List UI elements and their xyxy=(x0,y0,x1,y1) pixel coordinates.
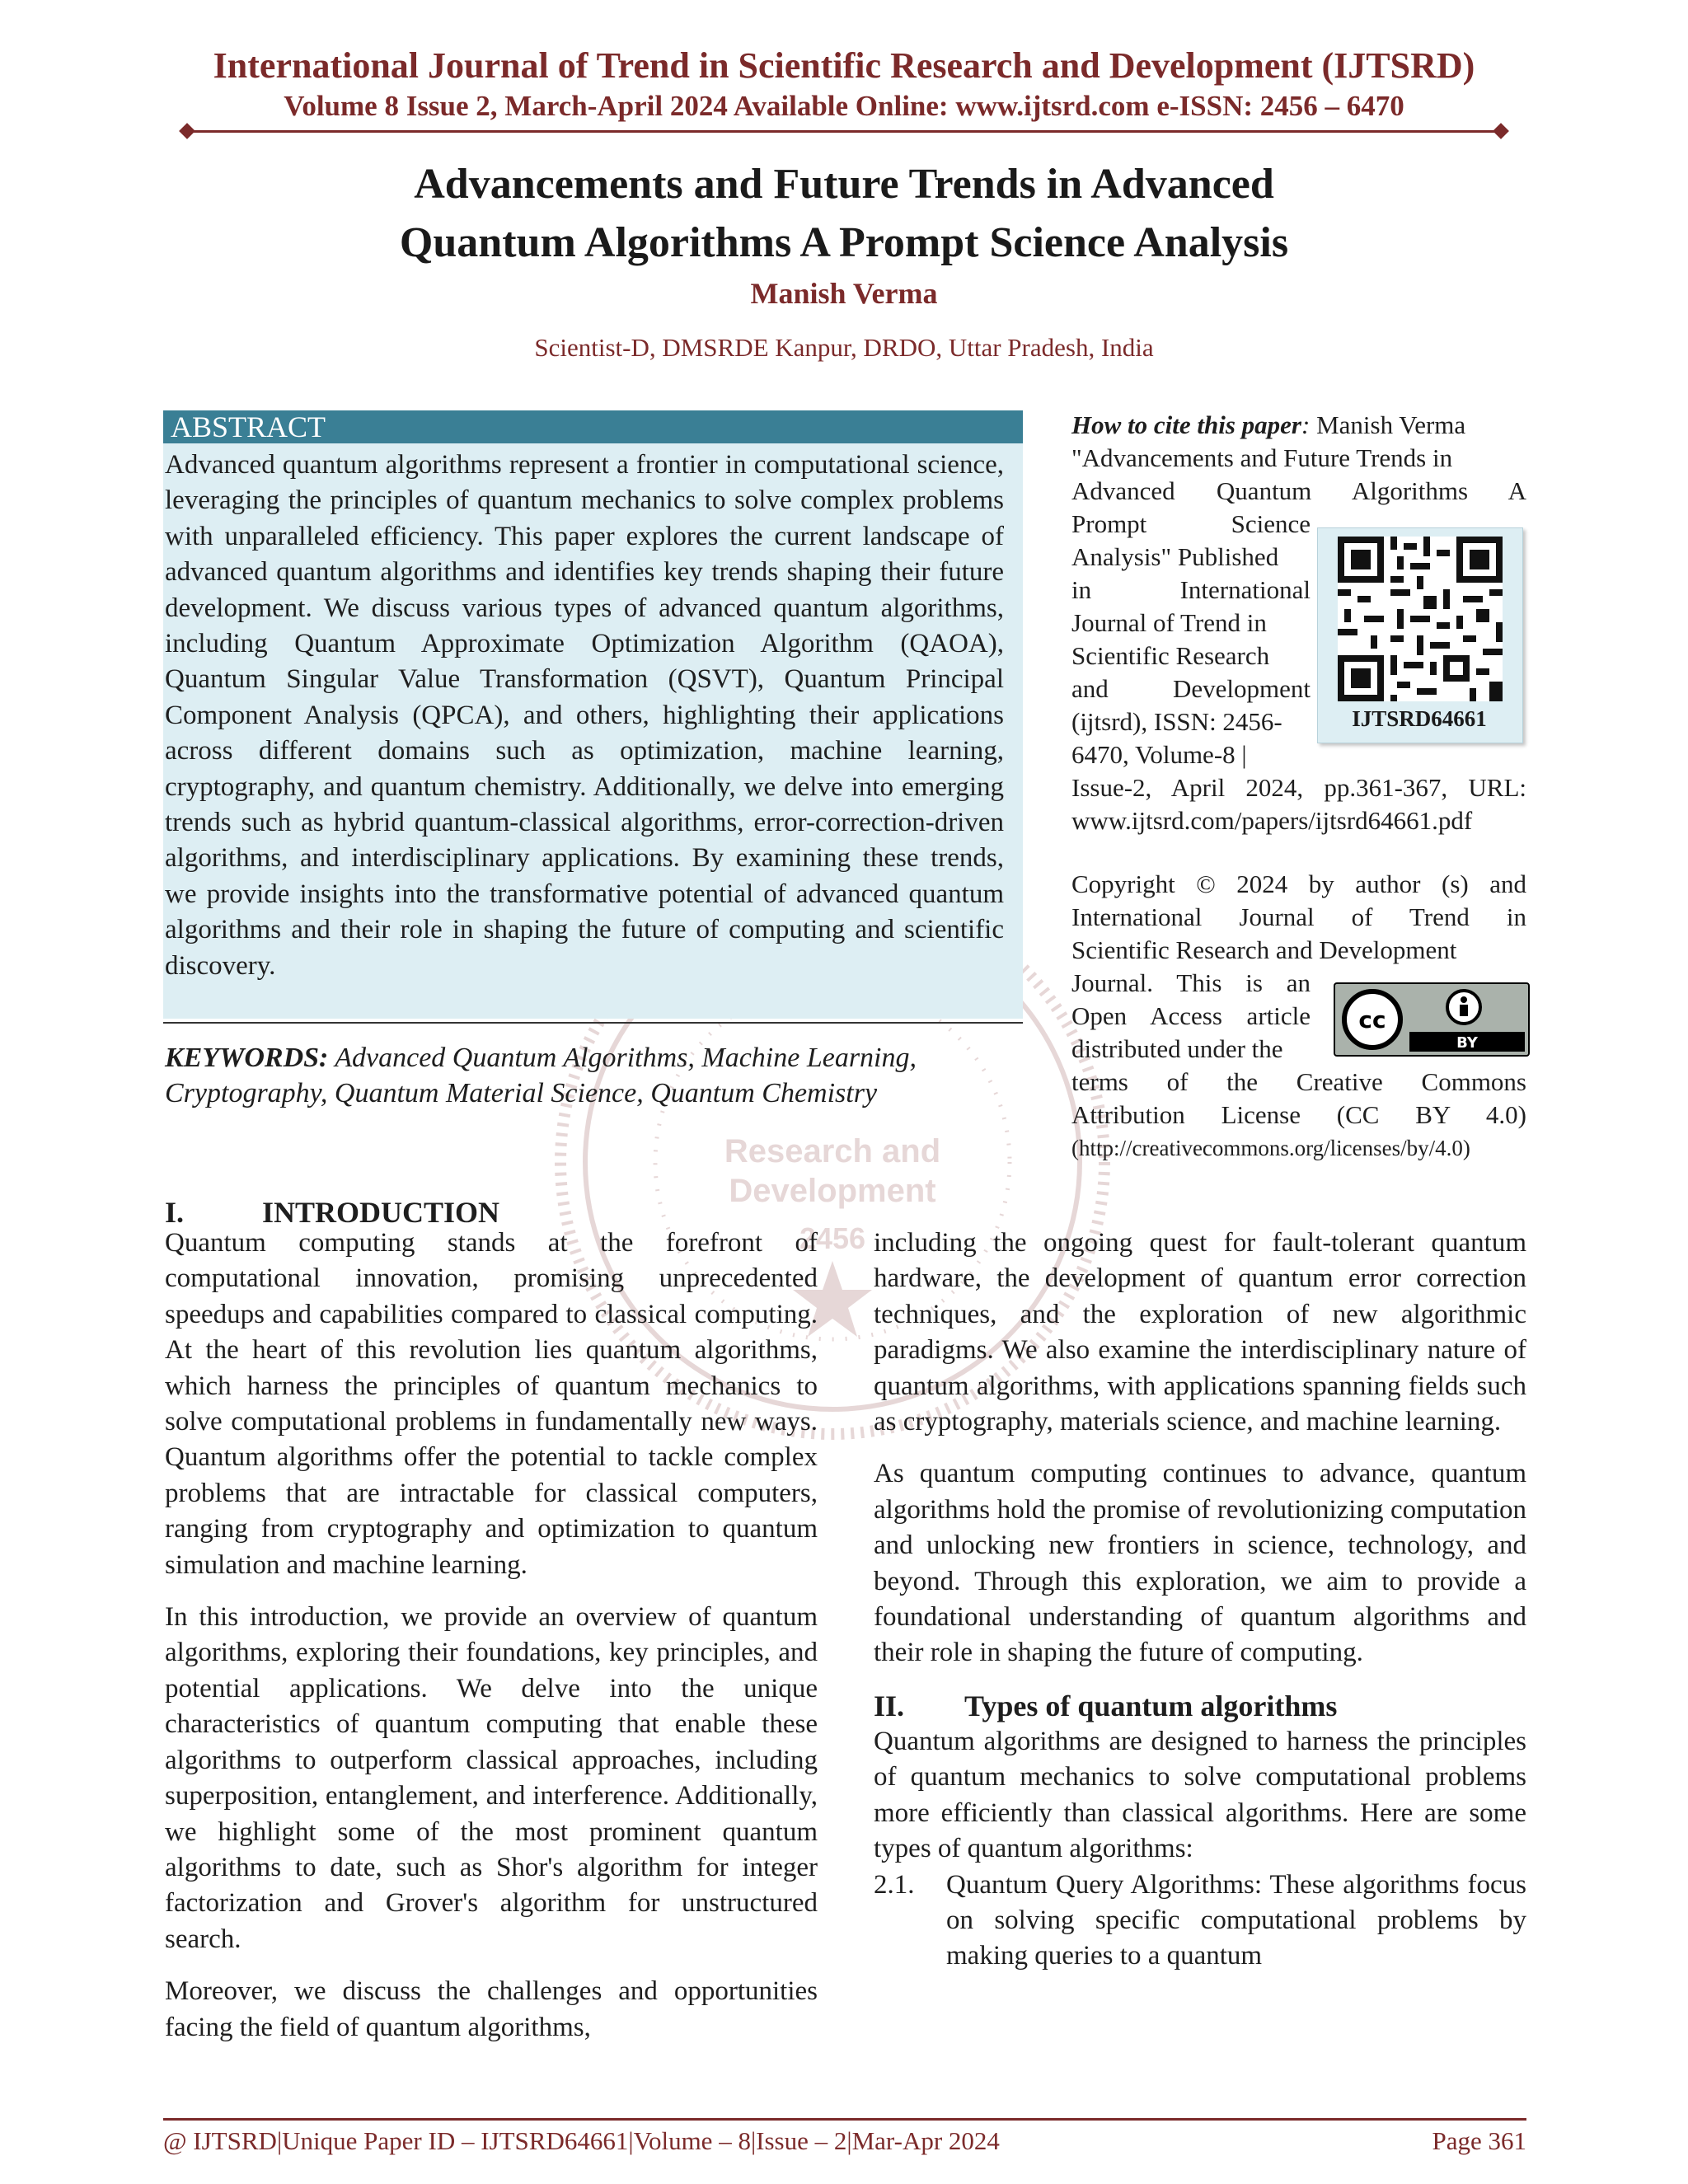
footer-separator: | xyxy=(750,2126,757,2155)
section-1-title: INTRODUCTION xyxy=(262,1196,500,1229)
paper-title xyxy=(0,155,1688,272)
citation-narrow-line: Journal of Trend in xyxy=(1071,608,1267,637)
section-2-title: Types of quantum algorithms xyxy=(964,1689,1338,1722)
keywords xyxy=(165,1040,1022,1111)
copyright-line: Scientific Research and Development xyxy=(1071,935,1457,964)
paper-title-line-1: Advancements and Future Trends in Advanced xyxy=(414,161,1274,208)
citation-line-3: Advanced Quantum Algorithms A xyxy=(1071,476,1526,505)
footer-issue: Issue – 2 xyxy=(756,2126,847,2155)
journal-title: International Journal of Trend in Scientific Research and Development (IJTSRD) xyxy=(213,45,1475,86)
footer-rule xyxy=(163,2118,1526,2121)
footer-period: Mar-Apr 2024 xyxy=(851,2126,1000,2155)
footer-separator: | xyxy=(276,2126,283,2155)
intro-paragraph-3: Moreover, we discuss the challenges and opportunities facing the field of quantum algorithms, xyxy=(165,1976,818,2042)
copyright-tail-2: Attribution License (CC BY 4.0) xyxy=(1071,1100,1526,1129)
watermark-text-2: Development xyxy=(729,1173,936,1209)
abstract-heading: ABSTRACT xyxy=(171,410,326,443)
footer-volume: Volume – 8 xyxy=(633,2126,751,2155)
intro-paragraph-4: including the ongoing quest for fault-tolerant quantum hardware, the development of quantum error correction techniques, and the exploration of new algorithmic paradigms. We also examine the interdisciplinary nature of quantum algorithms, with applications spanning fields such as cryptography, materials science, and machine learning. xyxy=(874,1228,1526,1437)
watermark-text-1: Research and xyxy=(724,1133,941,1169)
watermark-code: 2456 xyxy=(799,1221,866,1255)
citation-narrow-line: in International xyxy=(1071,575,1311,604)
citation-url: Issue-2, April 2024, pp.361-367, URL: www.ijtsrd.com/papers/ijtsrd64661.pdf xyxy=(1071,773,1526,835)
list-item xyxy=(874,1868,1526,1975)
copyright-narrow-line: distributed under the xyxy=(1071,1034,1283,1063)
citation-narrow-line: Prompt Science xyxy=(1071,509,1311,538)
page-footer xyxy=(163,2125,1526,2158)
list-item-text: Quantum Query Algorithms: These algorithms focus on solving specific computational problems by making queries to a quantum xyxy=(946,1869,1526,1971)
footer-separator: | xyxy=(628,2126,634,2155)
footer-paper-id: Unique Paper ID – IJTSRD64661 xyxy=(282,2126,629,2155)
author-affiliation: Scientist-D, DMSRDE Kanpur, DRDO, Uttar Pradesh, India xyxy=(534,333,1154,362)
cc-by-license-badge xyxy=(1334,982,1530,1057)
citation-narrow-line: and Development xyxy=(1071,674,1311,703)
citation-narrow-line: 6470, Volume-8 | xyxy=(1071,740,1247,769)
citation-narrow-lines xyxy=(1071,508,1311,771)
citation-narrow-line: Analysis" Published xyxy=(1071,542,1279,571)
right-column xyxy=(874,1226,1526,1975)
copyright-tail-1: terms of the Creative Commons xyxy=(1071,1067,1526,1096)
keywords-rule xyxy=(163,1022,1023,1024)
footer-journal: @ IJTSRD xyxy=(163,2126,277,2155)
qr-code-label: IJTSRD64661 xyxy=(1352,706,1487,731)
footer-page-number: Page 361 xyxy=(1432,2126,1526,2155)
cc-icon-text: cc xyxy=(1358,1006,1386,1033)
header-rule-right-diamond xyxy=(1493,123,1509,139)
section-2-paragraph: Quantum algorithms are designed to harness the principles of quantum mechanics to solve computational problems more efficiently than classical algorithms. Here are some types of quantum algorithms: xyxy=(874,1726,1526,1864)
license-url: (http://creativecommons.org/licenses/by/4.0) xyxy=(1071,1136,1470,1160)
intro-paragraph-5: As quantum computing continues to advance, quantum algorithms hold the promise of revolutionizing computation and unlocking new frontiers in science, technology, and beyond. Through this exploration, we aim to provide a foundational understanding of quantum algorithms and their role in shaping the future of computing. xyxy=(874,1459,1526,1668)
paper-title-line-2: Quantum Algorithms A Prompt Science Analysis xyxy=(399,219,1289,266)
citation-label: How to cite this paper xyxy=(1071,410,1301,439)
intro-paragraph-1: Quantum computing stands at the forefront of computational innovation, promising unprecedented speedups and capabilities compared to classical computing. At the heart of this revolution lies quantum algorithms, which harness the principles of quantum mechanics to solve computational problems in fundamentally new ways. Quantum algorithms offer the potential to tackle complex problems that are intractable for classical computers, ranging from cryptography and optimization to quantum simulation and machine learning. xyxy=(165,1228,818,1580)
intro-paragraph-2: In this introduction, we provide an overview of quantum algorithms, exploring their foundations, key principles, and potential applications. We delve into the unique characteristics of quantum computing that enable these algorithms to outperform classical approaches, including superposition, entanglement, and interference. Additionally, we highlight some of the most prominent quantum algorithms to date, such as Shor's algorithm for integer factorization and Grover's algorithm for unstructured search. xyxy=(165,1602,818,1954)
citation-line-2: "Advancements and Future Trends in xyxy=(1071,443,1453,472)
journal-issue-line: Volume 8 Issue 2, March-April 2024 Available Online: www.ijtsrd.com e-ISSN: 2456 – 6470 xyxy=(284,90,1404,122)
citation-line-1: Manish Verma xyxy=(1316,410,1466,439)
abstract-text: Advanced quantum algorithms represent a frontier in computational science, leveraging the principles of quantum mechanics to solve complex problems with unparalleled efficiency. This paper explores the current landscape of advanced quantum algorithms and identifies key trends shaping their future development. We discuss various types of advanced quantum algorithms, including Quantum Approximate Optimization Algorithm (QAOA), Quantum Singular Value Transformation (QSVT), Quantum Principal Component Analysis (QPCA), and others, highlighting their applications across different domains such as optimization, machine learning, cryptography, and quantum chemistry. Additionally, we delve into emerging trends such as hybrid quantum-classical algorithms, error-correction-driven algorithms, and interdisciplinary applications. By examining these trends, we provide insights into the transformative potential of advanced quantum algorithms and their role in shaping the future of computing and scientific discovery. xyxy=(165,450,1004,981)
left-column xyxy=(165,1196,818,2062)
keywords-text: Advanced Quantum Algorithms, Machine Learning, Cryptography, Quantum Material Science, Quantum Chemistry xyxy=(165,1043,917,1108)
list-item-number: 2.1. xyxy=(874,1869,915,1900)
section-1-number: I. xyxy=(165,1196,185,1229)
section-2-heading xyxy=(874,1688,1526,1724)
citation-narrow-line: Scientific Research xyxy=(1071,641,1270,670)
qr-code xyxy=(1338,537,1503,701)
author-name: Manish Verma xyxy=(750,277,938,310)
citation-block: How to cite this paper: Manish Verma "Advancements and Future Trends in Advanced Quantum Algorithms A Prompt Science Analysis" Published in International Journal of Trend in Scientific Research and Development (ijtsrd), ISSN: 2456- 6470, Volume-8 | Issue-2, April 2024, pp.361-367, URL: www.ijtsrd.com/papers/ijtsrd64661.pdf xyxy=(1071,409,1526,837)
header-rule xyxy=(188,130,1500,133)
copyright-narrow-line: Open Access article xyxy=(1071,1001,1311,1030)
copyright-narrow-line: Journal. This is an xyxy=(1071,968,1311,997)
copyright-line: Copyright © 2024 by author (s) and xyxy=(1071,869,1526,898)
citation-narrow-line: (ijtsrd), ISSN: 2456- xyxy=(1071,707,1282,736)
by-label: BY xyxy=(1456,1034,1478,1052)
copyright-line: International Journal of Trend in xyxy=(1071,902,1526,931)
footer-separator: | xyxy=(846,2126,852,2155)
section-2-number: II. xyxy=(874,1689,905,1722)
header-rule-left-diamond xyxy=(179,123,195,139)
keywords-label: KEYWORDS: xyxy=(165,1043,329,1073)
